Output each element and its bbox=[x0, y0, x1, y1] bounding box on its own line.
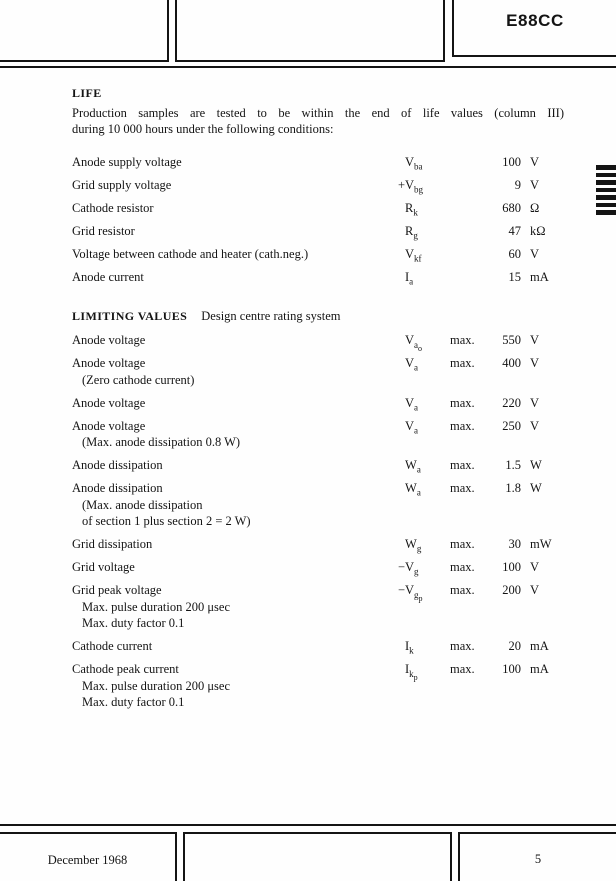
header-box-type bbox=[452, 0, 616, 57]
symbol-cell bbox=[405, 200, 450, 217]
row-note: Max. duty factor 0.1 bbox=[82, 616, 185, 630]
life-paragraph-line: during 10 000 hours under the following conditions: bbox=[72, 121, 334, 136]
table-row bbox=[72, 480, 564, 530]
unit-cell: V bbox=[530, 333, 540, 347]
table-row bbox=[72, 269, 564, 286]
symbol-cell bbox=[398, 582, 450, 632]
quantity-symbol: $W_g$ bbox=[405, 537, 422, 554]
symbol-cell bbox=[398, 559, 450, 577]
qualifier-cell: max. bbox=[450, 560, 475, 574]
value-cell: 30 bbox=[508, 537, 521, 551]
value-cell: 200 bbox=[502, 583, 521, 597]
symbol-subsubscript: p bbox=[413, 672, 418, 682]
symbol-cell bbox=[405, 457, 450, 474]
row-label: Cathode peak current bbox=[72, 662, 179, 676]
symbol-cell bbox=[405, 246, 450, 263]
symbol-cell bbox=[405, 480, 450, 530]
unit-cell: V bbox=[530, 418, 540, 433]
row-note: (Max. anode dissipation 0.8 W) bbox=[82, 435, 241, 449]
footer-box-page bbox=[458, 832, 616, 881]
row-label-cell bbox=[72, 332, 405, 349]
symbol-subscript: g bbox=[413, 230, 418, 241]
value-cell: 680 bbox=[502, 201, 521, 215]
qualifier-cell: max. bbox=[450, 639, 475, 653]
row-label: Anode voltage bbox=[72, 395, 146, 410]
table-row bbox=[72, 154, 564, 171]
limiting-values-table bbox=[72, 332, 564, 711]
value-cell: 100 bbox=[502, 662, 521, 676]
qualifier-cell: max. bbox=[450, 458, 475, 472]
edge-mark-bar bbox=[596, 188, 616, 193]
value-cell: 1.8 bbox=[505, 481, 521, 495]
qualifier-cell bbox=[450, 246, 489, 263]
symbol-subscript: a bbox=[414, 362, 419, 373]
limiting-values-subheading: Design centre rating system bbox=[201, 308, 341, 323]
qualifier-cell: max. bbox=[450, 356, 475, 370]
quantity-symbol: $R_k$ bbox=[405, 201, 418, 218]
qualifier-cell: max. bbox=[450, 418, 475, 433]
symbol-subscript: gp bbox=[414, 589, 423, 603]
value-cell: 220 bbox=[502, 395, 521, 410]
value-cell: 550 bbox=[502, 333, 521, 347]
table-row bbox=[72, 661, 564, 711]
footer-box-date bbox=[0, 832, 177, 881]
life-conditions-table bbox=[72, 154, 564, 286]
qualifier-cell: max. bbox=[450, 481, 475, 495]
value-cell: 15 bbox=[508, 270, 521, 284]
row-label-cell bbox=[72, 661, 405, 711]
unit-cell: kΩ bbox=[530, 224, 546, 238]
life-paragraph-line: Production samples are tested to be within the end of life values (column III) bbox=[72, 106, 564, 120]
qualifier-cell bbox=[450, 269, 489, 286]
quantity-symbol: $I_{k_p}$ bbox=[405, 662, 418, 682]
symbol-subscript: a bbox=[414, 425, 419, 435]
symbol-cell bbox=[405, 395, 450, 412]
row-label: Grid dissipation bbox=[72, 537, 153, 551]
symbol-subscript: a bbox=[416, 487, 421, 498]
qualifier-cell bbox=[450, 177, 489, 194]
row-label: Cathode current bbox=[72, 639, 153, 653]
edge-mark-bar bbox=[596, 165, 616, 170]
unit-cell: W bbox=[530, 481, 542, 495]
qualifier-cell: max. bbox=[450, 395, 475, 410]
row-label: Anode voltage bbox=[72, 418, 146, 433]
page-content bbox=[72, 86, 564, 717]
value-cell: 60 bbox=[508, 247, 521, 261]
row-note: (Max. anode dissipation bbox=[82, 497, 203, 512]
edge-mark-bar bbox=[596, 173, 616, 178]
limiting-values-heading: LIMITING VALUES bbox=[72, 308, 188, 323]
symbol-cell bbox=[405, 332, 450, 353]
limiting-values-header bbox=[72, 308, 564, 325]
row-label-cell bbox=[72, 582, 405, 632]
value-cell: 9 bbox=[514, 178, 521, 192]
unit-cell: Ω bbox=[530, 201, 540, 215]
row-note: of section 1 plus section 2 = 2 W) bbox=[82, 514, 251, 528]
symbol-subsubscript: o bbox=[418, 343, 423, 353]
symbol-cell bbox=[405, 536, 450, 553]
value-cell: 100 bbox=[502, 560, 521, 574]
qualifier-cell: max. bbox=[450, 583, 475, 597]
table-row bbox=[72, 395, 564, 412]
quantity-symbol: $W_a$ bbox=[405, 481, 421, 498]
qualifier-cell: max. bbox=[450, 662, 475, 676]
quantity-symbol: $V_{a_o}$ bbox=[405, 333, 423, 353]
table-row bbox=[72, 418, 564, 451]
table-row bbox=[72, 200, 564, 217]
row-label: Voltage between cathode and heater (cath.neg.) bbox=[72, 247, 309, 261]
quantity-symbol: $V_a$ bbox=[405, 356, 419, 373]
unit-cell: mA bbox=[530, 639, 549, 653]
row-label-cell bbox=[72, 355, 405, 388]
quantity-symbol: $V_a$ bbox=[405, 418, 419, 435]
unit-cell: V bbox=[530, 356, 540, 370]
tube-type-number: E88CC bbox=[506, 11, 564, 30]
unit-cell: V bbox=[530, 155, 540, 169]
quantity-symbol: $I_k$ bbox=[405, 639, 414, 656]
unit-cell: W bbox=[530, 458, 542, 472]
life-heading: LIFE bbox=[72, 86, 102, 100]
page-number: 5 bbox=[534, 852, 542, 866]
symbol-subscript: k bbox=[413, 207, 418, 218]
row-label-cell bbox=[72, 246, 405, 263]
symbol-cell bbox=[405, 223, 450, 240]
unit-cell: mW bbox=[530, 537, 552, 551]
row-note: Max. duty factor 0.1 bbox=[82, 695, 185, 709]
qualifier-cell: max. bbox=[450, 537, 475, 551]
row-label-cell bbox=[72, 154, 405, 171]
unit-cell: V bbox=[530, 178, 540, 192]
symbol-cell bbox=[405, 638, 450, 655]
unit-cell: mA bbox=[530, 662, 549, 676]
quantity-symbol: $-V_{g_p}$ bbox=[398, 583, 423, 603]
unit-cell: mA bbox=[530, 270, 549, 284]
qualifier-cell bbox=[450, 223, 489, 240]
row-label-cell bbox=[72, 418, 405, 451]
symbol-subscript: g bbox=[416, 543, 422, 554]
unit-cell: V bbox=[530, 395, 540, 410]
row-note: (Zero cathode current) bbox=[82, 372, 195, 387]
row-label-cell bbox=[72, 480, 405, 530]
footer-box-middle bbox=[183, 832, 452, 881]
row-label-cell bbox=[72, 638, 405, 655]
quantity-symbol: $+V_{bg}$ bbox=[398, 178, 424, 195]
symbol-cell bbox=[398, 177, 450, 195]
table-row bbox=[72, 332, 564, 353]
symbol-subscript: kp bbox=[409, 668, 418, 682]
quantity-symbol: $W_a$ bbox=[405, 458, 421, 475]
footer-rule bbox=[0, 824, 616, 826]
row-label: Anode current bbox=[72, 270, 144, 284]
table-row bbox=[72, 355, 564, 388]
table-row bbox=[72, 177, 564, 194]
symbol-subscript: a bbox=[409, 276, 414, 287]
row-label-cell bbox=[72, 559, 405, 576]
symbol-subscript: kf bbox=[414, 253, 422, 264]
quantity-symbol: $R_g$ bbox=[405, 224, 418, 241]
row-label: Anode dissipation bbox=[72, 458, 163, 472]
table-row bbox=[72, 536, 564, 553]
table-row bbox=[72, 223, 564, 240]
limiting-values-section bbox=[72, 308, 564, 711]
edge-mark-bar bbox=[596, 195, 616, 200]
table-row bbox=[72, 582, 564, 632]
row-label-cell bbox=[72, 200, 405, 217]
quantity-symbol: $-V_g$ bbox=[398, 560, 419, 577]
symbol-cell bbox=[405, 661, 450, 711]
row-label: Anode voltage bbox=[72, 356, 146, 370]
table-row bbox=[72, 457, 564, 474]
symbol-subscript: k bbox=[409, 645, 414, 656]
unit-cell: V bbox=[530, 583, 540, 597]
row-label: Grid voltage bbox=[72, 560, 135, 574]
symbol-subscript: bg bbox=[414, 184, 424, 195]
unit-cell: V bbox=[530, 247, 540, 261]
value-cell: 250 bbox=[502, 418, 521, 433]
symbol-subscript: a bbox=[416, 464, 421, 475]
table-row bbox=[72, 638, 564, 655]
row-label: Anode voltage bbox=[72, 333, 146, 347]
symbol-sign: + bbox=[398, 178, 406, 192]
row-label: Anode supply voltage bbox=[72, 155, 182, 169]
row-label-cell bbox=[72, 269, 405, 286]
edge-index-mark bbox=[596, 165, 616, 218]
qualifier-cell: max. bbox=[450, 333, 475, 347]
value-cell: 1.5 bbox=[505, 458, 521, 472]
quantity-symbol: $V_{kf}$ bbox=[405, 247, 422, 264]
quantity-symbol: $I_a$ bbox=[405, 270, 414, 287]
symbol-subscript: ao bbox=[414, 339, 423, 353]
publication-date: December 1968 bbox=[47, 853, 128, 867]
symbol-cell bbox=[405, 418, 450, 451]
header-box-middle bbox=[175, 0, 445, 62]
quantity-symbol: $V_a$ bbox=[405, 395, 419, 412]
qualifier-cell bbox=[450, 200, 489, 217]
table-row bbox=[72, 559, 564, 576]
row-label: Cathode resistor bbox=[72, 201, 154, 215]
row-note: Max. pulse duration 200 μsec bbox=[82, 599, 230, 614]
row-label: Grid peak voltage bbox=[72, 583, 162, 597]
qualifier-cell bbox=[450, 154, 489, 171]
row-label: Grid supply voltage bbox=[72, 178, 172, 192]
edge-mark-bar bbox=[596, 180, 616, 185]
row-label-cell bbox=[72, 457, 405, 474]
symbol-cell bbox=[405, 154, 450, 171]
symbol-cell bbox=[405, 269, 450, 286]
header-rule bbox=[0, 66, 616, 68]
row-label: Anode dissipation bbox=[72, 481, 163, 495]
edge-mark-bar bbox=[596, 210, 616, 215]
symbol-subscript: g bbox=[414, 566, 419, 577]
symbol-subscript: a bbox=[414, 402, 419, 412]
table-row bbox=[72, 246, 564, 263]
symbol-sign: − bbox=[398, 583, 406, 597]
value-cell: 100 bbox=[502, 155, 521, 169]
row-label-cell bbox=[72, 395, 405, 412]
symbol-cell bbox=[405, 355, 450, 388]
edge-mark-bar bbox=[596, 203, 616, 208]
value-cell: 400 bbox=[502, 356, 521, 370]
row-label-cell bbox=[72, 536, 405, 553]
unit-cell: V bbox=[530, 560, 540, 574]
symbol-subsubscript: p bbox=[418, 593, 423, 603]
row-label-cell bbox=[72, 177, 405, 194]
row-note: Max. pulse duration 200 μsec bbox=[82, 678, 230, 693]
row-label: Grid resistor bbox=[72, 224, 135, 238]
value-cell: 20 bbox=[508, 639, 521, 653]
symbol-sign: − bbox=[398, 560, 406, 574]
row-label-cell bbox=[72, 223, 405, 240]
life-paragraph bbox=[72, 106, 564, 137]
symbol-subscript: ba bbox=[414, 161, 423, 172]
value-cell: 47 bbox=[508, 224, 521, 238]
header-box-left bbox=[0, 0, 169, 62]
quantity-symbol: $V_{ba}$ bbox=[405, 155, 423, 172]
